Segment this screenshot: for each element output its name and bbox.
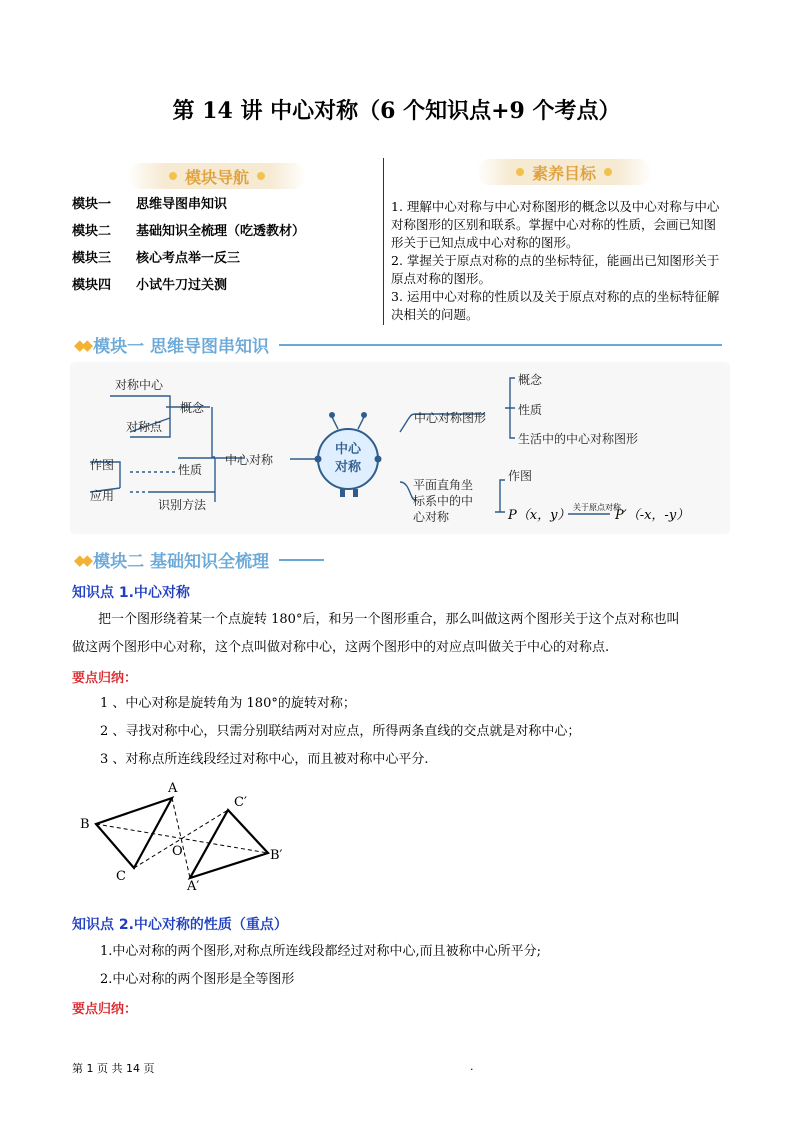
mm-formula-right: P′（-x，-y） <box>615 508 690 523</box>
kp1-note: 1 、中心对称是旋转角为 180°的旋转对称； <box>100 696 356 711</box>
kp1-para-line: 把一个图形绕着某一个点旋转 180°后，和另一个图形重合，那么叫做这两个图形关于这个点对称也叫 <box>98 612 680 627</box>
mm-apply: 应用 <box>90 489 115 503</box>
kp1-note: 3 、对称点所连线段经过对称中心，而且被对称中心平分. <box>100 752 429 767</box>
goals-heading <box>476 159 652 185</box>
kp1-notes-heading: 要点归纳： <box>72 671 138 686</box>
mm-right-top: 中心对称图形 <box>414 411 487 425</box>
mm-right-bottom-3: 心对称 <box>413 510 450 524</box>
mm-formula-arrow-label: 关于原点对称 <box>573 503 621 512</box>
label-a-prime: A′ <box>187 879 200 894</box>
nav-list <box>72 193 305 301</box>
nav-heading <box>128 163 306 189</box>
mm-sym-center: 对称中心 <box>115 378 164 392</box>
dot-icon <box>257 172 265 180</box>
dot-icon <box>604 168 612 176</box>
nav-heading-label: 模块导航 <box>184 167 249 187</box>
kp1-paragraph <box>72 606 732 662</box>
double-chevron-icon: ◆◆ <box>74 335 90 354</box>
mm-property: 性质 <box>178 463 203 477</box>
label-a: A <box>168 781 178 796</box>
label-o: O <box>172 844 183 859</box>
mm-draw: 作图 <box>90 458 115 472</box>
page-title: 第 14 讲 中心对称（6 个知识点+9 个考点） <box>172 98 621 124</box>
mind-map <box>70 362 730 534</box>
mm-left-main: 中心对称 <box>225 453 274 467</box>
dot-icon <box>516 168 524 176</box>
label-b: B <box>80 817 90 832</box>
kp1-heading: 知识点 1.中心对称 <box>72 585 190 601</box>
nav-item[interactable]: 模块二 基础知识全梳理（吃透教材） <box>72 224 306 239</box>
footer-dot: . <box>470 1060 474 1073</box>
mm-rt-item: 概念 <box>518 373 543 387</box>
kp1-note: 2 、寻找对称中心，只需分别联结两对对应点，所得两条直线的交点就是对称中心； <box>100 724 581 739</box>
mm-right-bottom-2: 标系中的中 <box>413 494 474 508</box>
divider <box>279 344 722 346</box>
kp2-item: 2.中心对称的两个图形是全等图形 <box>100 972 295 987</box>
kp1-para-line: 做这两个图形中心对称，这个点叫做对称中心，这两个图形中的对应点叫做关于中心的对称点. <box>72 640 610 655</box>
mm-rt-item: 生活中的中心对称图形 <box>518 432 639 446</box>
module1-heading: ◆◆ 模块一 思维导图串知识 <box>74 332 722 357</box>
mm-concept: 概念 <box>180 401 205 415</box>
double-chevron-icon: ◆◆ <box>74 550 90 569</box>
mm-rb-draw: 作图 <box>508 469 533 483</box>
central-symmetry-figure <box>72 780 302 895</box>
nav-item[interactable]: 模块一 思维导图串知识 <box>72 197 228 212</box>
mm-center-line2: 对称 <box>334 460 362 475</box>
nav-item[interactable]: 模块四 小试牛刀过关测 <box>72 278 228 293</box>
kp2-heading: 知识点 2.中心对称的性质（重点） <box>72 917 288 933</box>
module2-heading: ◆◆ 模块二 基础知识全梳理 <box>74 547 324 572</box>
column-divider <box>383 158 384 325</box>
label-c-prime: C′ <box>234 795 247 810</box>
mm-right-bottom-1: 平面直角坐 <box>413 478 474 492</box>
kp2-item: 1.中心对称的两个图形,对称点所连线段都经过对称中心,而且被称中心所平分; <box>100 944 542 959</box>
kp2-items <box>100 938 720 994</box>
mm-formula-left: P（x，y） <box>508 508 571 523</box>
goal-item: 1. 理解中心对称与中心对称图形的概念以及中心对称与中心对称图形的区别和联系。掌握中心对称的性质，会画已知图形关于已知点成中心对称的图形。 <box>391 199 720 250</box>
goals-list <box>391 198 726 324</box>
goal-item: 3. 运用中心对称的性质以及关于原点对称的点的坐标特征解决相关的问题。 <box>391 289 720 322</box>
mm-identify: 识别方法 <box>158 498 207 512</box>
nav-item[interactable]: 模块三 核心考点举一反三 <box>72 251 241 266</box>
mm-sym-point: 对称点 <box>126 420 163 434</box>
goals-heading-label: 素养目标 <box>531 163 596 183</box>
kp1-notes <box>100 690 720 774</box>
page-number: 第 1 页 共 14 页 <box>72 1062 155 1075</box>
label-c: C <box>116 869 126 884</box>
goal-item: 2. 掌握关于原点对称的点的坐标特征，能画出已知图形关于原点对称的图形。 <box>391 253 720 286</box>
mm-rt-item: 性质 <box>518 403 543 417</box>
kp2-notes-heading: 要点归纳： <box>72 1002 138 1017</box>
dot-icon <box>169 172 177 180</box>
mm-center-line1: 中心 <box>334 442 362 457</box>
label-b-prime: B′ <box>270 848 283 863</box>
divider <box>279 559 324 561</box>
